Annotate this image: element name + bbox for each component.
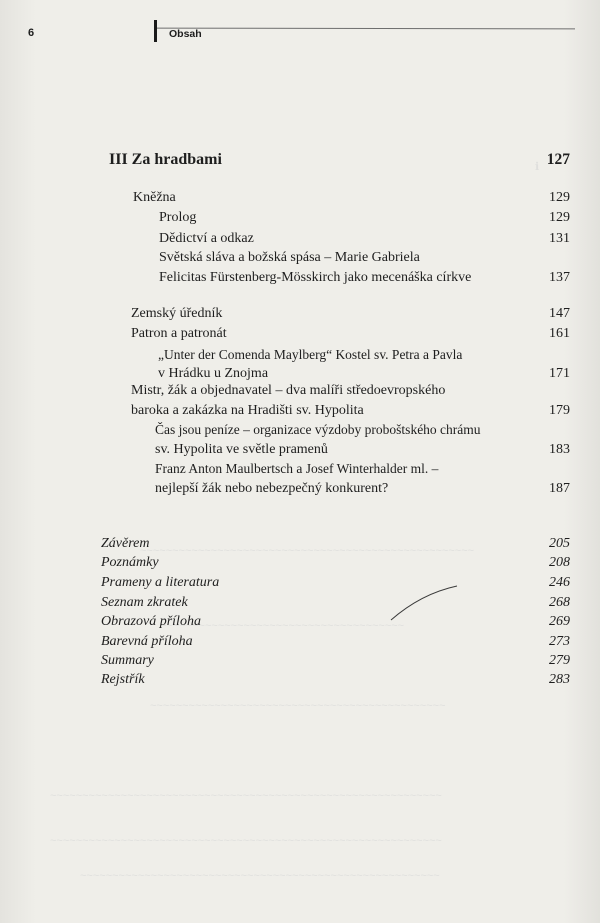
- toc-entry-page: 129: [549, 210, 570, 225]
- toc-back-page: 279: [549, 653, 570, 668]
- toc-entry-page: 161: [549, 326, 570, 341]
- toc-back-page: 269: [549, 614, 570, 629]
- toc-back-entry[interactable]: [0, 553, 600, 573]
- toc-entry[interactable]: [0, 304, 600, 324]
- page-number: 6: [28, 27, 35, 39]
- toc-entry-title: Světská sláva a božská spása – Marie Gabriela: [159, 250, 420, 265]
- toc-back-page: 268: [549, 595, 570, 610]
- toc-entry-page: 179: [549, 403, 570, 418]
- toc-entry[interactable]: [0, 229, 600, 249]
- toc-entry[interactable]: [0, 479, 600, 499]
- toc-back-title: Obrazová příloha: [101, 614, 201, 629]
- toc-entry-page: 187: [549, 481, 570, 496]
- toc-back-title: Prameny a literatura: [101, 575, 220, 590]
- toc-entry-page: 129: [549, 190, 570, 205]
- toc-back-entry[interactable]: [0, 612, 600, 632]
- toc-entry-title: Patron a patronát: [131, 326, 227, 341]
- toc-entry[interactable]: [0, 208, 600, 228]
- toc-entry-title: Mistr, žák a objednavatel – dva malíři středoevropského: [131, 383, 446, 398]
- toc-entry-page: 137: [549, 270, 570, 285]
- toc-back-entry[interactable]: [0, 651, 600, 671]
- running-header-title: Obsah: [169, 28, 202, 40]
- toc-back-title: Závěrem: [101, 536, 150, 551]
- toc-entry[interactable]: [0, 420, 600, 440]
- toc-part-page: 127: [546, 151, 570, 168]
- toc-back-page: 273: [549, 634, 570, 649]
- toc-back-page: 208: [549, 555, 570, 570]
- toc-entry[interactable]: [0, 459, 600, 479]
- toc-entry[interactable]: [0, 248, 600, 268]
- toc-entry[interactable]: [0, 381, 600, 401]
- pencil-mark: [385, 580, 465, 630]
- toc-back-title: Seznam zkratek: [101, 595, 188, 610]
- toc-entry[interactable]: [0, 345, 600, 365]
- toc-entry-title: Franz Anton Maulbertsch a Josef Winterhalder ml. –: [155, 461, 439, 476]
- toc-entry-title: Dědictví a odkaz: [159, 231, 254, 246]
- toc-part-heading[interactable]: [0, 150, 600, 170]
- toc-back-entry[interactable]: [0, 534, 600, 554]
- toc-entry-title: Kněžna: [133, 190, 176, 205]
- toc-entry[interactable]: [0, 440, 600, 460]
- toc-entry-title: sv. Hypolita ve světle pramenů: [155, 442, 328, 457]
- toc-entry-title: Felicitas Fürstenberg-Mösskirch jako mecenáška církve: [159, 270, 472, 285]
- toc-back-page: 283: [549, 672, 570, 687]
- toc-back-title: Summary: [101, 653, 154, 668]
- toc-back-entry[interactable]: [0, 670, 600, 690]
- toc-entry[interactable]: [0, 268, 600, 288]
- toc-entry-title: Prolog: [159, 210, 197, 225]
- header-bar: [154, 20, 157, 42]
- toc-back-entry[interactable]: [0, 573, 600, 593]
- toc-part-title: III Za hradbami: [109, 151, 222, 168]
- toc-entry-page: 171: [549, 366, 570, 381]
- toc-entry-title: v Hrádku u Znojma: [158, 366, 269, 381]
- toc-entry-title: Zemský úředník: [131, 306, 223, 321]
- toc-entry-page: 131: [549, 231, 570, 246]
- toc-entry[interactable]: [0, 188, 600, 208]
- toc-back-page: 246: [549, 575, 570, 590]
- toc-entry-page: 183: [549, 442, 570, 457]
- toc-back-title: Poznámky: [101, 555, 159, 570]
- toc-entry-title: baroka a zakázka na Hradišti sv. Hypolita: [131, 403, 364, 418]
- toc-back-title: Rejstřík: [101, 672, 145, 687]
- toc-back-title: Barevná příloha: [101, 634, 193, 649]
- toc-entry-page: 147: [549, 306, 570, 321]
- toc-entry[interactable]: [0, 324, 600, 344]
- toc-entry-title: nejlepší žák nebo nebezpečný konkurent?: [155, 481, 389, 496]
- toc-back-page: 205: [549, 536, 570, 551]
- toc-entry-title: „Unter der Comenda Maylberg“ Kostel sv. Petra a Pavla: [158, 347, 463, 362]
- toc-back-entry[interactable]: [0, 593, 600, 613]
- toc-entry[interactable]: [0, 401, 600, 421]
- toc-back-entry[interactable]: [0, 632, 600, 652]
- toc-entry-title: Čas jsou peníze – organizace výzdoby proboštského chrámu: [155, 422, 481, 437]
